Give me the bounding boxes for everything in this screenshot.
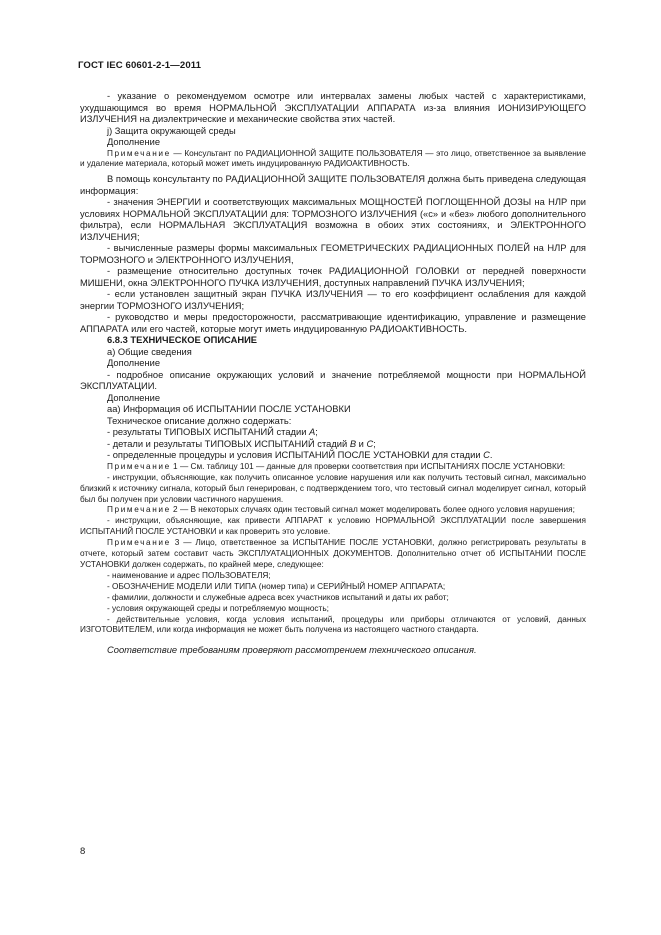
note-list-item: - ОБОЗНАЧЕНИЕ МОДЕЛИ ИЛИ ТИПА (номер типа) и СЕРИЙНЫЙ НОМЕР АППАРАТА; [107, 581, 446, 591]
document-header: ГОСТ IEC 60601-2-1—2011 [78, 60, 202, 71]
note [80, 149, 586, 171]
compliance-statement: Соответствие требованиям проверяют рассмотрением технического описания. [107, 645, 477, 656]
note-text: — Консультант по РАДИАЦИОННОЙ ЗАЩИТЕ ПОЛЬЗОВАТЕЛЯ — это лицо, ответственное за выявление и удаление материала, который может иметь индуцированную РАДИОАКТИВНОСТЬ. [80, 148, 586, 169]
list-item: - подробное описание окружающих условий и значение потребляемой мощности при НОРМАЛЬНОЙ ЭКСПЛУАТАЦИИ. [80, 369, 586, 392]
document-body [80, 91, 586, 657]
note-label: Примечание [107, 538, 171, 548]
paragraph: Дополнение [107, 137, 161, 147]
paragraph: а) Общие сведения [107, 346, 192, 357]
list-item: - если установлен защитный экран ПУЧКА ИЗЛУЧЕНИЯ — то его коэффициент ослабления для каждой энергии ТОРМОЗНОГО ИЗЛУЧЕНИЯ; [80, 289, 586, 311]
note-text: 1 — См. таблицу 101 — данные для проверки соответствия при ИСПЫТАНИЯХ ПОСЛЕ УСТАНОВКИ: [170, 461, 566, 471]
stage-letter: С [366, 438, 374, 449]
note-list-item: - инструкции, объясняющие, как привести АППАРАТ к условию НОРМАЛЬНОЙ ЭКСПЛУАТАЦИИ после завершения ИСПЫТАНИЙ ПОСЛЕ УСТАНОВКИ и как проверить это условие. [80, 516, 586, 537]
note-label: Примечание [107, 461, 171, 471]
note [80, 505, 586, 516]
stage-letter: С [483, 450, 490, 461]
paragraph: j) Защита окружающей среды [107, 125, 236, 136]
section-heading: 6.8.3 ТЕХНИЧЕСКОЕ ОПИСАНИЕ [107, 335, 258, 346]
list-item: - вычисленные размеры формы максимальных ГЕОМЕТРИЧЕСКИХ РАДИАЦИОННЫХ ПОЛЕЙ на НЛР для ТОРМОЗНОГО и ЭЛЕКТРОННОГО ИЗЛУЧЕНИЯ, [80, 243, 586, 265]
note-label: Примечание [107, 505, 171, 515]
stage-letter: В [349, 438, 357, 449]
stage-letter: А [309, 427, 316, 438]
text-run: - определенные процедуры и условия ИСПЫТАНИЙ ПОСЛЕ УСТАНОВКИ для стадии [107, 450, 484, 461]
paragraph: - указание о рекомендуемом осмотре или интервалах замены любых частей с характеристиками, ухудшающимся во время НОРМАЛЬНОЙ ЭКСПЛУАТАЦИИ АППАРАТА из-за влияния ИОНИЗИРУЮЩЕГО ИЗЛУЧЕНИЯ на диэлектрические и механические свойства этих частей. [80, 91, 586, 124]
note-list-item: - фамилии, должности и служебные адреса всех участников испытаний и даты их работ; [107, 592, 449, 602]
text-run: ; [373, 438, 376, 449]
text-run: . [489, 450, 493, 461]
note-list-item: - наименование и адрес ПОЛЬЗОВАТЕЛЯ; [107, 570, 271, 580]
note [80, 462, 586, 473]
page-number: 8 [80, 846, 86, 857]
note [80, 538, 586, 571]
note-list-item: - инструкции, объясняющие, как получить описанное условие нарушения или как получить тестовый сигнал, максимально близкий к источнику сигнала, который был генерирован, с подтверждением того, что тестовый сигнал моделирует сигнал, который был бы получен при условии частичного нарушения. [80, 472, 586, 504]
list-item [80, 450, 586, 462]
text-run: ; [315, 427, 318, 438]
text-run: и [356, 438, 367, 449]
note-text: 2 — В некоторых случаях один тестовый сигнал может моделировать более одного условия нарушения; [170, 505, 575, 515]
paragraph: Техническое описание должно содержать: [107, 415, 292, 426]
note-text: 3 — Лицо, ответственное за ИСПЫТАНИЕ ПОСЛЕ УСТАНОВКИ, должно регистрировать результаты в отчете, который затем составит часть ЭКСПЛУАТАЦИОННЫХ ДОКУМЕНТОВ. Дополнительно отчет об ИСПЫТАНИИ ПОСЛЕ УСТАНОВКИ должен содержать, по крайней мере, следующее: [80, 538, 586, 569]
paragraph: аа) Информация об ИСПЫТАНИИ ПОСЛЕ УСТАНОВКИ [107, 404, 351, 415]
text-run: - результаты ТИПОВЫХ ИСПЫТАНИЙ стадии [107, 427, 310, 438]
list-item: - значения ЭНЕРГИИ и соответствующих максимальных МОЩНОСТЕЙ ПОГЛОЩЕННОЙ ДОЗЫ на НЛР при условиях НОРМАЛЬНОЙ ЭКСПЛУАТАЦИИ для: ТОРМОЗНОГО ИЗЛУЧЕНИЯ («с» и «без» любого дополнительного фильтра), если НОРМАЛЬНАЯ ЭКСПЛУАТАЦИЯ возможна в обоих этих состояниях, и ЭЛЕКТРОННОГО ИЗЛУЧЕНИЯ; [80, 197, 586, 242]
paragraph: Дополнение [107, 358, 161, 369]
note-list-item: - действительные условия, когда условия испытаний, процедуры или приборы отличаются от условий, данных ИЗГОТОВИТЕЛЕМ, или когда информация не может быть получена из настоящего частного стандарта. [80, 614, 586, 635]
paragraph: В помощь консультанту по РАДИАЦИОННОЙ ЗАЩИТЕ ПОЛЬЗОВАТЕЛЯ должна быть приведена следующая информация: [80, 174, 586, 196]
list-item: - руководство и меры предосторожности, рассматривающие идентификацию, управление и размещение АППАРАТА или его частей, которые могут иметь индуцированную РАДИОАКТИВНОСТЬ. [80, 312, 586, 334]
paragraph: Дополнение [107, 392, 161, 403]
text-run: - детали и результаты ТИПОВЫХ ИСПЫТАНИЙ стадий [107, 438, 350, 449]
list-item [80, 439, 586, 451]
list-item [80, 427, 586, 439]
list-item: - размещение относительно доступных точек РАДИАЦИОННОЙ ГОЛОВКИ от передней поверхности МИШЕНИ, окна ЭЛЕКТРОННОГО ПУЧКА ИЗЛУЧЕНИЯ, доступных направлений ПУЧКА ИЗЛУЧЕНИЯ; [80, 266, 586, 288]
note-list-item: - условия окружающей среды и потребляемую мощность; [107, 603, 329, 613]
note-label: Примечание [107, 148, 171, 158]
